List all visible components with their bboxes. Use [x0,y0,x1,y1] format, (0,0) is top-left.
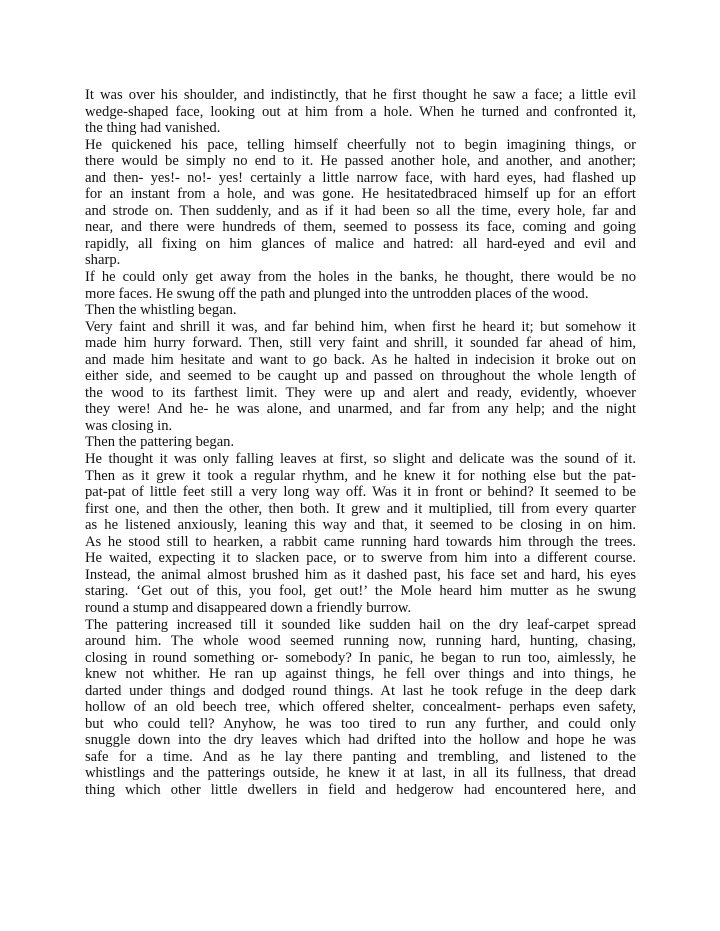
text-line: If he could only get away from the holes in the banks, he thought, there would be no [85,269,636,286]
text-line: as he listened anxiously, leaning this way and that, it seemed to be closing in on him. [85,517,636,534]
paragraph [85,302,636,319]
paragraph [85,137,636,269]
text-line: sharp. [85,252,121,269]
text-line: knew not whither. He ran up against things, he fell over things and into things, he [85,666,636,683]
text-line: the wood to its farthest limit. They were up and alert and ready, evidently, whoever [85,384,636,401]
text-line: they were! And he- he was alone, and unarmed, and far from any help; and the night [85,401,636,418]
text-line: hollow of an old beech tree, which offered shelter, concealment- perhaps even safety, [85,699,636,716]
text-line: Then the pattering began. [85,434,235,451]
text-line: and then- yes!- no!- yes! certainly a little narrow face, with hard eyes, had flashed up [85,169,636,186]
text-line: He waited, expecting it to slacken pace, or to swerve from him into a different course. [85,550,636,567]
text-line: there would be simply no end to it. He passed another hole, and another, and another; [85,153,636,170]
paragraph [85,319,636,435]
text-line: round a stump and disappeared down a friendly burrow. [85,599,412,616]
text-line: Instead, the animal almost brushed him as it dashed past, his face set and hard, his eyes [85,566,636,583]
text-line: and strode on. Then suddenly, and as if it had been so all the time, every hole, far and [85,202,636,219]
text-line: near, and there were hundreds of them, seemed to possess its face, coming and going [85,219,636,236]
text-line: whistlings and the patterings outside, he knew it at last, in all its fullness, that dread [85,765,636,782]
text-line: rapidly, all fixing on him glances of malice and hatred: all hard-eyed and evil and [85,235,636,252]
text-line: was closing in. [85,417,173,434]
text-line: closing in round something or- somebody? In panic, he began to run too, aimlessly, he [85,649,636,666]
paragraph [85,434,636,451]
text-line: first one, and then the other, then both. It grew and it multiplied, till from every quarter [85,500,636,517]
text-line: staring. ‘Get out of this, you fool, get out!’ the Mole heard him mutter as he swung [85,583,636,600]
text-line: more faces. He swung off the path and plunged into the untrodden places of the wood. [85,285,589,302]
text-line: wedge-shaped face, looking out at him from a hole. When he turned and confronted it, [85,103,636,120]
paragraph [85,617,636,799]
paragraph [85,87,636,137]
text-line: snuggle down into the dry leaves which had drifted into the hollow and hope he was [85,732,636,749]
text-line: the thing had vanished. [85,120,221,137]
text-line: but who could tell? Anyhow, he was too tired to run any further, and could only [85,715,636,732]
text-line: Then as it grew it took a regular rhythm, and he knew it for nothing else but the pat- [85,467,636,484]
text-line: Then the whistling began. [85,302,237,319]
text-line: Very faint and shrill it was, and far behind him, when first he heard it; but somehow it [85,318,636,335]
paragraph [85,451,636,616]
text-line: safe for a time. And as he lay there panting and trembling, and listened to the [85,748,636,765]
text-line: thing which other little dwellers in field and hedgerow had encountered here, and [85,781,636,798]
text-line: around him. The whole wood seemed running now, running hard, hunting, chasing, [85,633,636,650]
text-line: made him hurry forward. Then, still very faint and shrill, it sounded far ahead of him, [85,335,636,352]
text-line: and made him hesitate and want to go back. As he halted in indecision it broke out on [85,351,636,368]
text-line: pat-pat of little feet still a very long way off. Was it in front or behind? It seemed to be [85,484,636,501]
text-line: He quickened his pace, telling himself cheerfully not to begin imagining things, or [85,136,636,153]
text-line: for an instant from a hole, and was gone. He hesitatedbraced himself up for an effort [85,186,636,203]
paragraph [85,269,636,302]
text-line: either side, and seemed to be caught up and passed on throughout the whole length of [85,368,636,385]
document-page [85,87,636,799]
text-line: As he stood still to hearken, a rabbit came running hard towards him through the trees. [85,533,636,550]
text-line: It was over his shoulder, and indistinctly, that he first thought he saw a face; a little evil [85,87,636,103]
text-line: He thought it was only falling leaves at first, so slight and delicate was the sound of it. [85,451,636,468]
text-line: darted under things and dodged round things. At last he took refuge in the deep dark [85,682,636,699]
text-line: The pattering increased till it sounded like sudden hail on the dry leaf-carpet spread [85,616,636,633]
